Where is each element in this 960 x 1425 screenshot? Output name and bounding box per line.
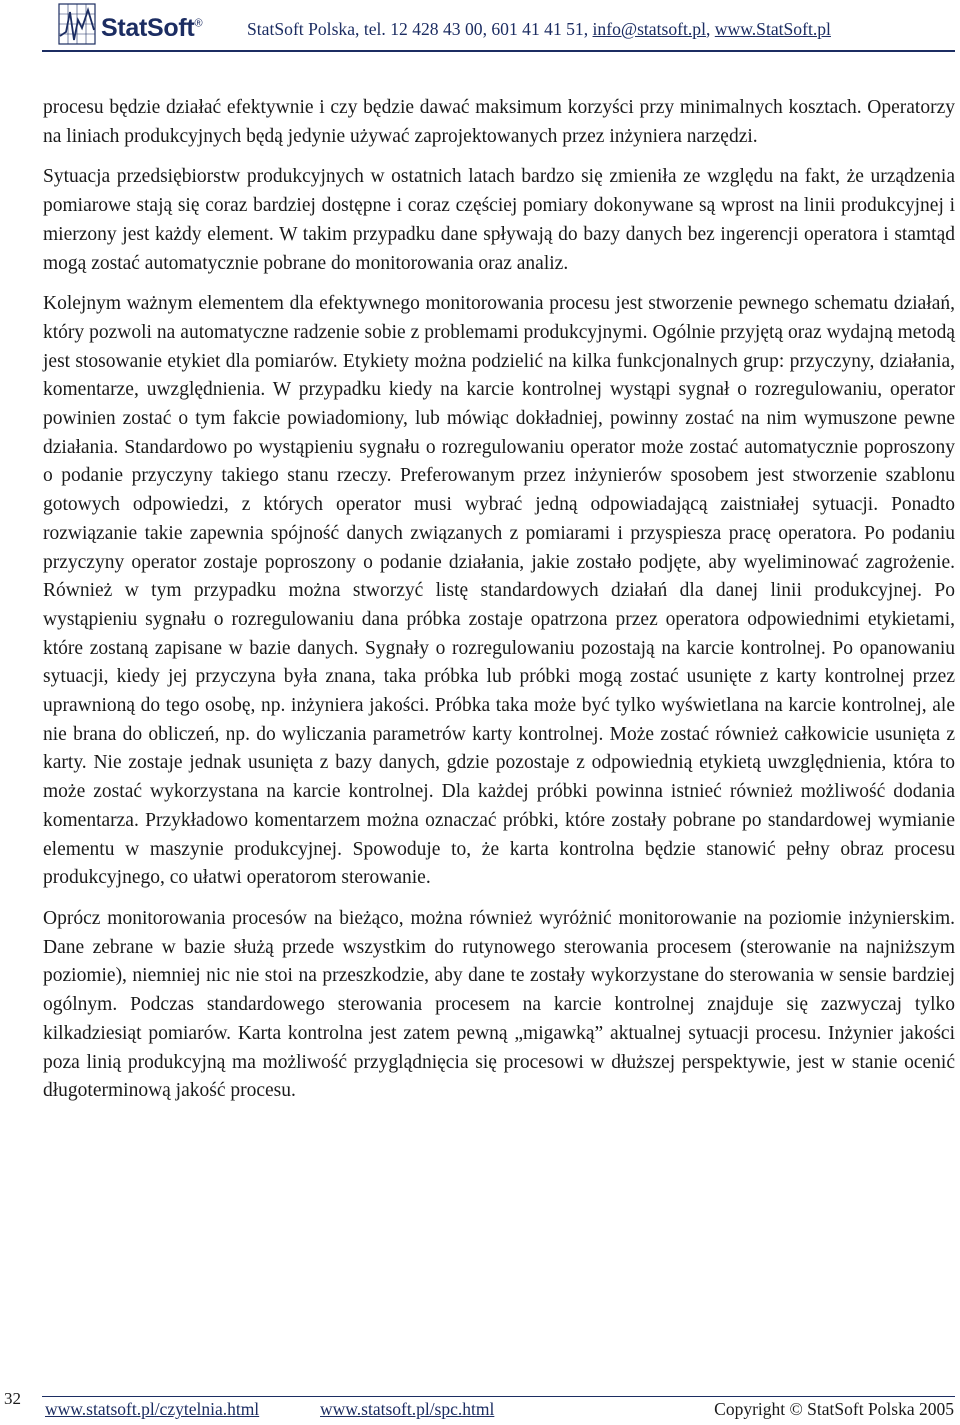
page-footer xyxy=(0,1388,960,1425)
contact-separator: , xyxy=(705,19,715,39)
reading-room-link[interactable]: www.statsoft.pl/czytelnia.html xyxy=(45,1399,260,1419)
paragraph: procesu będzie działać efektywnie i czy będzie dawać maksimum korzyści przy minimalnych kosztach. Operatorzy na liniach produkcyjnych będą jedynie używać zaprojektowanych przez inżyniera narzędzi. xyxy=(43,97,955,147)
registered-mark: ® xyxy=(194,17,203,30)
email-link[interactable]: info@statsoft.pl xyxy=(592,19,706,39)
header-divider xyxy=(42,50,955,52)
copyright-notice: Copyright © StatSoft Polska 2005 xyxy=(714,1399,954,1419)
spc-link[interactable]: www.statsoft.pl/spc.html xyxy=(320,1399,495,1419)
statsoft-chart-logo-icon xyxy=(58,2,98,46)
document-body xyxy=(43,94,955,1106)
logo-wordmark xyxy=(101,16,202,41)
logo-wordmark-text: StatSoft xyxy=(101,14,195,42)
paragraph: Sytuacja przedsiębiorstw produkcyjnych w ostatnich latach bardzo się zmieniła ze względu na fakt, że urządzenia pomiarowe stają się coraz bardziej dostępne i coraz częściej pomiary dokonywane są wprost na linii produkcyjnej i mierzony jest każdy element. W takim przypadku dane spływają do bazy danych bez ingerencji operatora i stamtąd mogą zostać automatycznie pobrane do monitorowania oraz analiz. xyxy=(43,166,955,274)
website-link[interactable]: www.StatSoft.pl xyxy=(714,19,831,39)
page-number: 32 xyxy=(4,1389,21,1408)
paragraph: Kolejnym ważnym elementem dla efektywnego monitorowania procesu jest stworzenie pewnego schematu działań, który pozwoli na automatyczne radzenie sobie z problemami produkcyjnymi. Ogólnie przyjętą oraz wydajną metodą jest stosowanie etykiet dla pomiarów. Etykiety można podzielić na kilka funkcjonalnych grup: przyczyny, działania, komentarze, uwzględnienia. W przypadku kiedy na karcie kontrolnej wystąpi sygnał o rozregulowaniu, operator powinien zostać o tym fakcie powiadomiony, lub mówiąc dokładniej, powinny zostać na nim wymuszone pewne działania. Standardowo po wystąpieniu sygnału o rozregulowaniu operator może zostać automatycznie poproszony o podanie przyczyny takiego stanu rzeczy. Preferowanym przez inżynierów sposobem jest stworzenie szablonu gotowych odpowiedzi, z których operator musi wybrać jedną odpowiadającą zaistniałej sytuacji. Ponadto rozwiązanie takie zapewnia spójność danych związanych z pomiarami i przyspiesza pracę operatora. Po podaniu przyczyny operator zostaje poproszony o podanie działania, jakie zostało podjęte, aby wyeliminować zagrożenie. Również w tym przypadku można stworzyć listę standardowych działań dla danej linii produkcyjnej. Po wystąpieniu sygnału o rozregulowaniu dana próbka zostaje opatrzona przez operatora odpowiednimi etykietami, które zostaną zapisane w bazie danych. Sygnały o rozregulowaniu pozostają na karcie kontrolnej. Po opanowaniu sytuacji, kiedy jej przyczyna była znana, taka próbka lub próbki mogą zostać usunięte z karty kontrolnej przez uprawnioną do tego osobę, np. inżyniera jakości. Próbka taka może być tylko wyświetlana na karcie kontrolnej, ale nie brana do obliczeń, np. do wyliczania parametrów karty kontrolnej. Może zostać również całkowicie usunięta z karty. Nie zostaje jednak usunięta z bazy danych, gdzie pozostaje z odpowiednią etykietą uwzględnienia, która to może zostać wykorzystana na karcie kontrolnej. Dla każdej próbki powinna istnieć również możliwość dodania komentarza. Przykładowo komentarzem można oznaczać próbki, które zostały pobrane po standardowej wymianie elementu w maszynie produkcyjnej. Spowoduje to, że karta kontrolna będzie stanowić pełny obraz procesu produkcyjnego, co ułatwi operatorom sterowanie. xyxy=(43,293,955,889)
footer-divider xyxy=(42,1396,955,1397)
contact-phones: StatSoft Polska, tel. 12 428 43 00, 601 41 41 51, xyxy=(247,19,593,39)
paragraph: Oprócz monitorowania procesów na bieżąco, można również wyróżnić monitorowanie na poziomie inżynierskim. Dane zebrane w bazie służą przede wszystkim do rutynowego sterowania procesem (sterowanie na najniższym poziomie), niemniej nic nie stoi na przeszkodzie, aby dane te zostały wykorzystane do sterowania w sensie bardziej ogólnym. Podczas standardowego sterowania procesem na karcie kontrolnej znajduje się zazwyczaj tylko kilkadziesiąt pomiarów. Karta kontrolna jest zatem pewną „migawką” aktualnej sytuacji procesu. Inżynier jakości poza linią produkcyjną ma możliwość przyglądnięcia się procesowi w dłuższej perspektywie, jest w stanie ocenić długoterminową jakość procesu. xyxy=(43,907,955,1102)
header-contact xyxy=(247,21,831,39)
page-header xyxy=(0,0,960,50)
statsoft-logo xyxy=(58,2,233,46)
